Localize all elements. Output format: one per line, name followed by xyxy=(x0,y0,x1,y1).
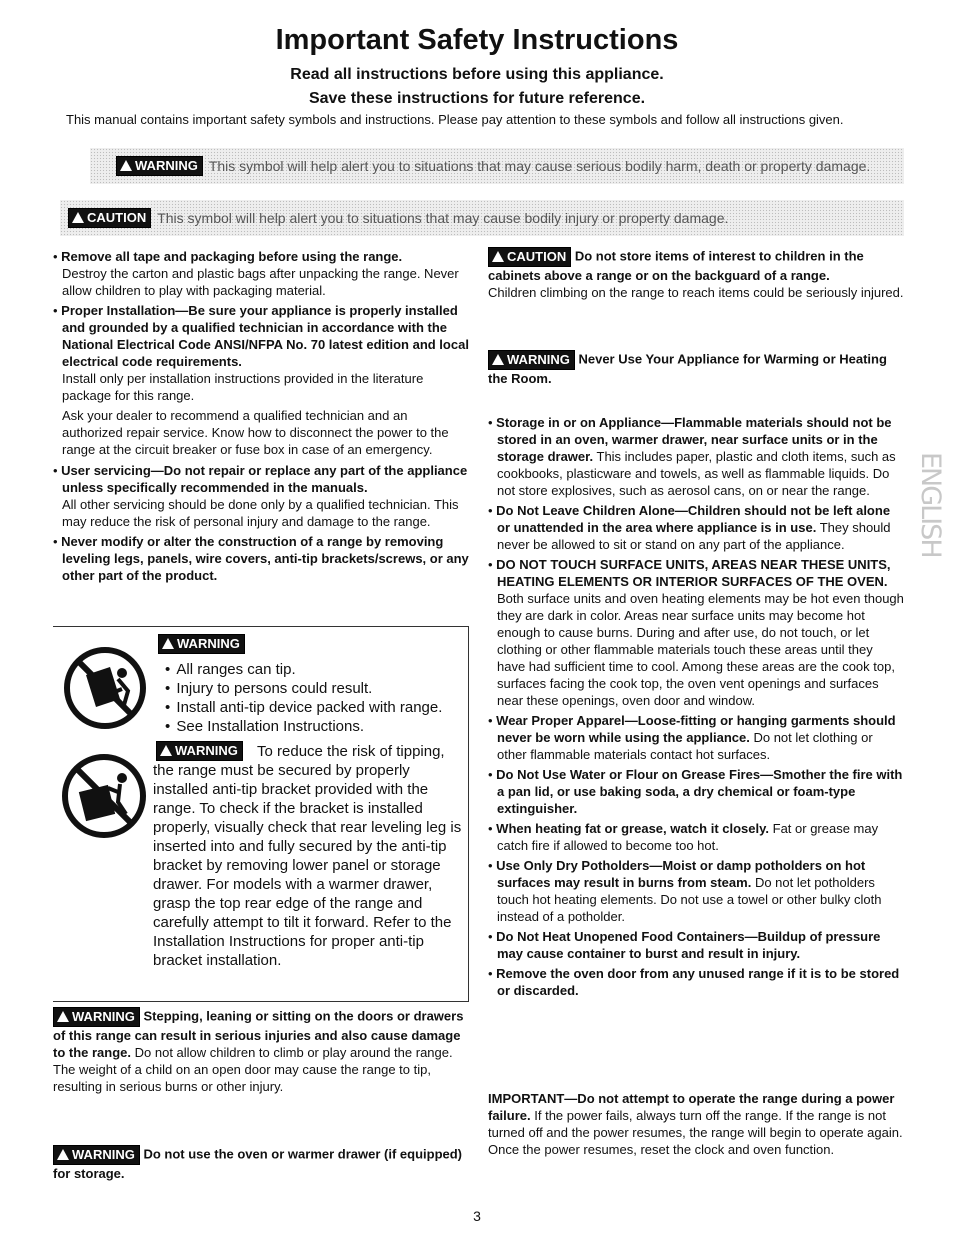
warning-triangle-icon xyxy=(57,1011,69,1022)
caution-badge: CAUTION xyxy=(488,247,571,267)
stepping-warning: WARNING Stepping, leaning or sitting on the doors or drawers of this range can result in serious injuries and also cause damage to the range. Do not allow children to climb or play around the range. The weight of a child on an open door may cause the range to tip, resulting in serious burns or other injury. xyxy=(53,1008,464,1094)
warning-badge: WARNING xyxy=(53,1145,140,1165)
list-item: • Do Not Heat Unopened Food Containers—Buildup of pressure may cause container to burst and result in injury. xyxy=(488,928,904,962)
storage-warning: WARNING Do not use the oven or warmer drawer (if equipped) for storage. xyxy=(53,1146,463,1181)
subtitle-read-instructions: Read all instructions before using this appliance. xyxy=(290,66,664,83)
dealer-paragraph: Ask your dealer to recommend a qualified technician and an authorized repair service. Know how to disconnect the power to the range at the circuit breaker or fuse box in case of an emergency. xyxy=(62,408,449,457)
list-item: • Proper Installation—Be sure your appliance is properly installed and grounded by a qualified technician in accordance with the National Electrical Code ANSI/NFPA No. 70 latest edition and local electrical code requirements. Install only per installation instructions provided in the literature package for this range. xyxy=(53,302,469,404)
warning-badge: WARNING xyxy=(116,156,203,176)
language-side-label: ENGLISH xyxy=(915,452,946,557)
list-item: • Use Only Dry Potholders—Moist or damp potholders on hot surfaces may result in burns from steam. Do not let potholders touch hot heating elements. Do not use a towel or other bulky cloth instead of a potholder. xyxy=(488,857,904,925)
anti-tip-instructions: To reduce the risk of tipping, the range must be secured by properly installed anti-tip bracket provided with the range. To check if the bracket is installed properly, visually check that rear leveling leg is inserted into and fully secured by the anti-tip bracket by removing lower panel or storage drawer. For models with a warmer drawer, grasp the top rear edge of the range and carefully attempt to tilt it forward. Refer to the Installation Instructions for proper anti-tip bracket installation. xyxy=(153,743,462,969)
caution-symbol-band xyxy=(60,200,904,236)
children-caution: CAUTION Do not store items of interest to children in the cabinets above a range or on the backguard of a range. Children climbing on the range to reach items could be seriously injured. xyxy=(488,248,904,300)
subtitle-save-instructions: Save these instructions for future reference. xyxy=(308,90,646,107)
left-column xyxy=(53,248,469,587)
list-item: • Never modify or alter the construction of a range by removing leveling legs, panels, wire covers, anti-tip brackets/screws, or any other part of the product. xyxy=(53,533,469,584)
range-tip-over-prohibition-icon xyxy=(62,645,148,731)
list-item: • See Installation Instructions. xyxy=(165,717,465,736)
warning-triangle-icon xyxy=(162,638,174,649)
list-item: • All ranges can tip. xyxy=(165,660,465,679)
power-failure-notice: IMPORTANT—Do not attempt to operate the range during a power failure. If the power fails, always turn off the range. If the range is not turned off and the power resumes, the range will begin to operate again. Once the power resumes, reset the clock and oven function. xyxy=(488,1091,903,1157)
child-climbing-range-prohibition-icon xyxy=(60,752,148,840)
list-item: • User servicing—Do not repair or replace any part of the appliance unless specifically recommended in the manuals. All other servicing should be done only by a qualified technician. This may reduce the risk of personal injury and damage to the range. xyxy=(53,462,469,530)
list-item: • Wear Proper Apparel—Loose-fitting or hanging garments should never be worn while using the appliance. Do not let clothing or other flammable materials contact hot surfaces. xyxy=(488,712,904,763)
warning-triangle-icon xyxy=(72,212,84,223)
list-item: • Install anti-tip device packed with range. xyxy=(165,698,465,717)
list-item: • Remove all tape and packaging before using the range. Destroy the carton and plastic bags after unpacking the range. Never allow children to play with packaging material. xyxy=(53,248,469,299)
list-item: • Do Not Leave Children Alone—Children should not be left alone or unattended in the area where appliance is in use. They should never be allowed to sit or stand on any part of the appliance. xyxy=(488,502,904,553)
warning-triangle-icon xyxy=(120,160,132,171)
warning-triangle-icon xyxy=(492,251,504,262)
warning-badge: WARNING xyxy=(156,741,243,761)
list-item: • Injury to persons could result. xyxy=(165,679,465,698)
list-item: • DO NOT TOUCH SURFACE UNITS, AREAS NEAR THESE UNITS, HEATING ELEMENTS OR INTERIOR SURFACES OF THE OVEN. Both surface units and oven heating elements may be hot even though they are dark in color. Areas near surface units may become hot enough to cause burns. During and after use, do not touch, or let clothing or other flammable materials touch these areas until they have had sufficient time to cool. Among these areas are the cook top, surfaces facing the cook top, the oven vent openings and surfaces near these openings, oven door and window. xyxy=(488,556,904,709)
warning-badge: WARNING xyxy=(53,1007,140,1027)
warning-symbol-band xyxy=(90,148,904,184)
right-safety-list xyxy=(488,414,904,1002)
heating-warning: WARNING Never Use Your Appliance for Warming or Heating the Room. xyxy=(488,351,887,386)
page-number: 3 xyxy=(473,1208,481,1224)
warning-band-text: This symbol will help alert you to situations that may cause serious bodily harm, death or property damage. xyxy=(208,158,871,174)
caution-band-text: This symbol will help alert you to situations that may cause bodily injury or property damage. xyxy=(157,210,729,226)
intro-paragraph: This manual contains important safety symbols and instructions. Please pay attention to these symbols and follow all instructions given. xyxy=(66,112,844,127)
list-item: • Do Not Use Water or Flour on Grease Fires—Smother the fire with a pan lid, or use baking soda, a dry chemical or foam-type extinguisher. xyxy=(488,766,904,817)
caution-badge: CAUTION xyxy=(68,208,151,228)
anti-tip-bullet-list xyxy=(165,660,465,736)
list-item: • Storage in or on Appliance—Flammable materials should not be stored in an oven, warmer drawer, near surface units or in the storage drawer. This includes paper, plastic and cloth items, such as cookbooks, plasticware and towels, as well as flammable liquids. Do not store explosives, such as aerosol cans, on or near the range. xyxy=(488,414,904,499)
warning-triangle-icon xyxy=(492,354,504,365)
warning-badge: WARNING xyxy=(488,350,575,370)
list-item: • Remove the oven door from any unused range if it is to be stored or discarded. xyxy=(488,965,904,999)
warning-badge: WARNING xyxy=(158,634,245,654)
warning-triangle-icon xyxy=(57,1149,69,1160)
page-title: Important Safety Instructions xyxy=(275,24,679,56)
list-item: • When heating fat or grease, watch it closely. Fat or grease may catch fire if allowed to become too hot. xyxy=(488,820,904,854)
